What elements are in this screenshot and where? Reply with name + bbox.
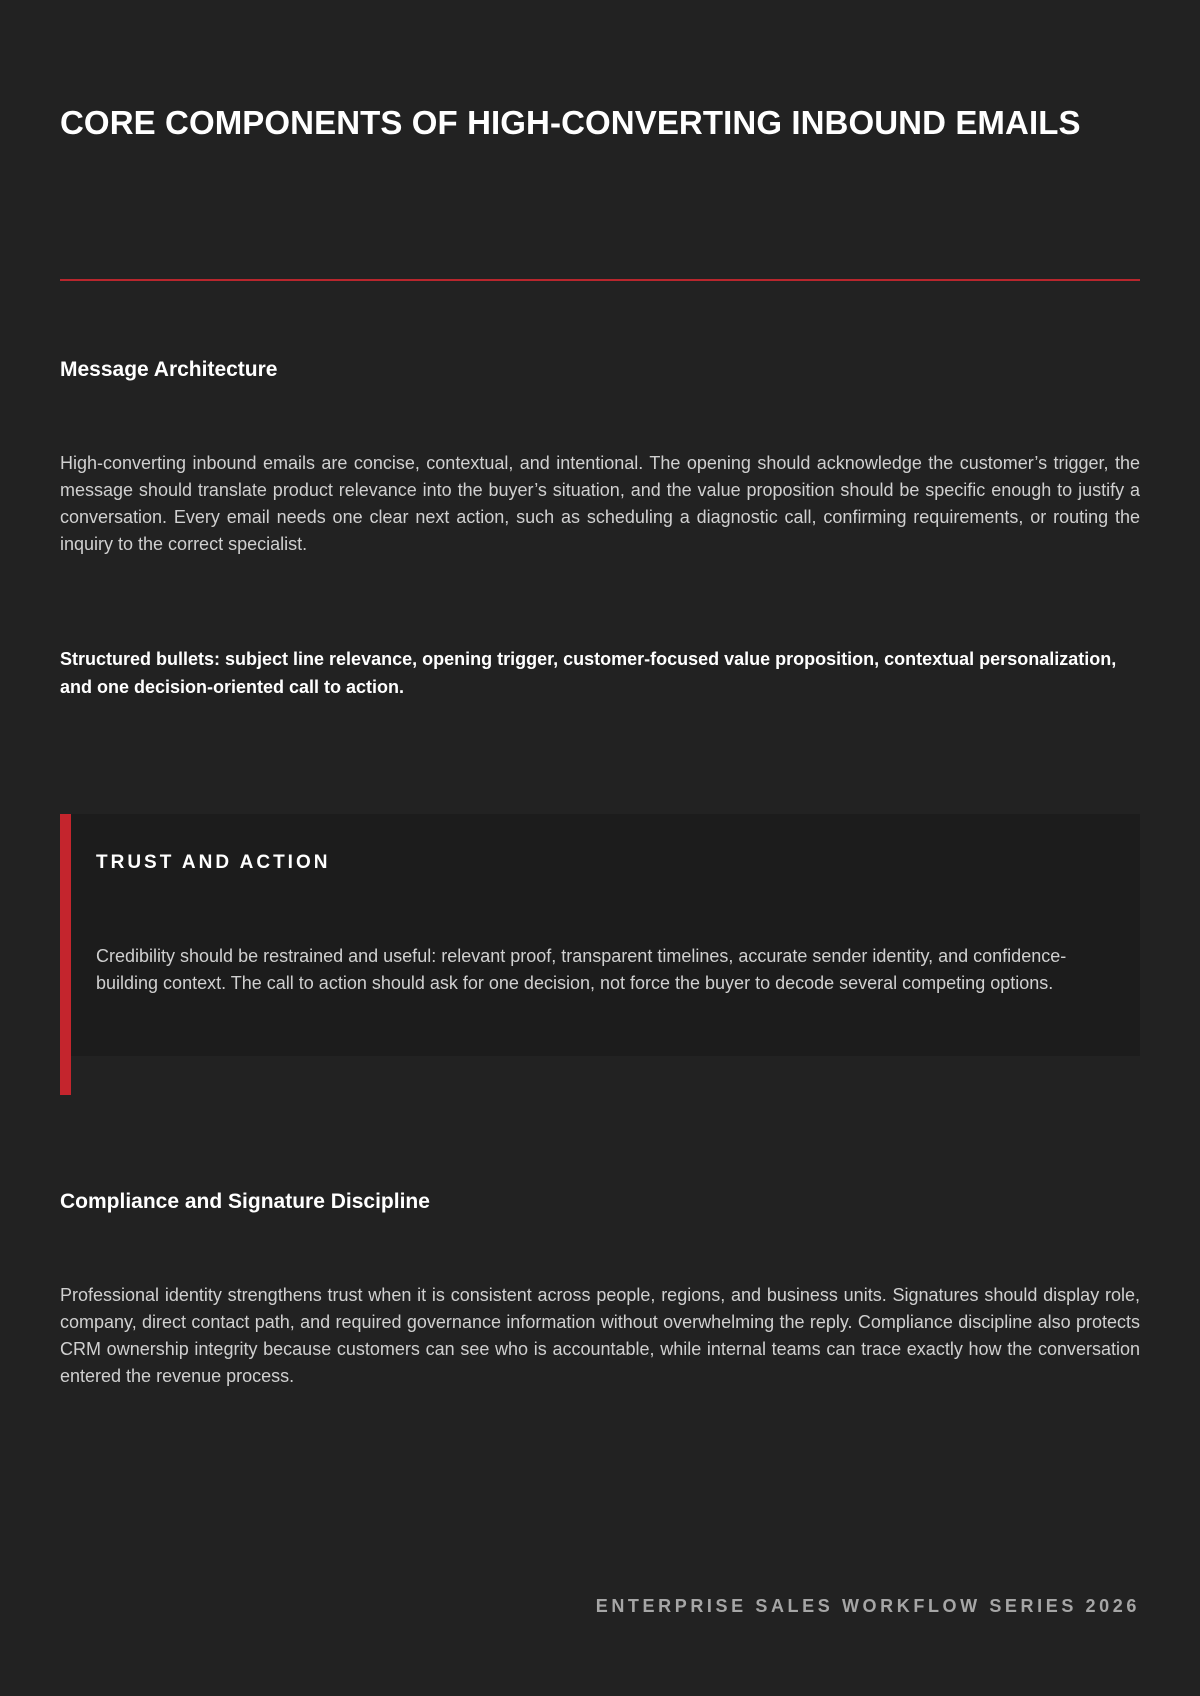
callout-heading: TRUST AND ACTION xyxy=(96,852,331,873)
footer-series-label: ENTERPRISE SALES WORKFLOW SERIES 2026 xyxy=(595,1596,1140,1616)
title-divider xyxy=(60,279,1140,281)
page-title: CORE COMPONENTS OF HIGH-CONVERTING INBOUND EMAILS xyxy=(60,104,1081,141)
callout-accent-bar xyxy=(60,814,71,1095)
callout-body: Credibility should be restrained and useful: relevant proof, transparent timelines, accurate sender identity, and confidence-building context. The call to action should ask for one decision, not force the buyer to decode several competing options. xyxy=(96,946,1067,993)
message-architecture-heading: Message Architecture xyxy=(60,358,278,381)
message-architecture-body: High-converting inbound emails are concise, contextual, and intentional. The opening should acknowledge the customer’s trigger, the message should translate product relevance into the buyer’s situation, and the value proposition should be specific enough to justify a conversation. Every email needs one clear next action, such as scheduling a diagnostic call, confirming requirements, or routing the inquiry to the correct specialist. xyxy=(60,453,1140,554)
compliance-heading: Compliance and Signature Discipline xyxy=(60,1190,430,1213)
compliance-body: Professional identity strengthens trust when it is consistent across people, regions, and business units. Signatures should display role, company, direct contact path, and required governance information without overwhelming the reply. Compliance discipline also protects CRM ownership integrity because customers can see who is accountable, while internal teams can trace exactly how the conversation entered the revenue process. xyxy=(60,1285,1140,1386)
document-page xyxy=(60,0,1140,1696)
callout-box xyxy=(71,814,1140,1056)
structured-bullets-text: Structured bullets: subject line relevance, opening trigger, customer-focused value proposition, contextual personalization, and one decision-oriented call to action. xyxy=(60,649,1117,697)
